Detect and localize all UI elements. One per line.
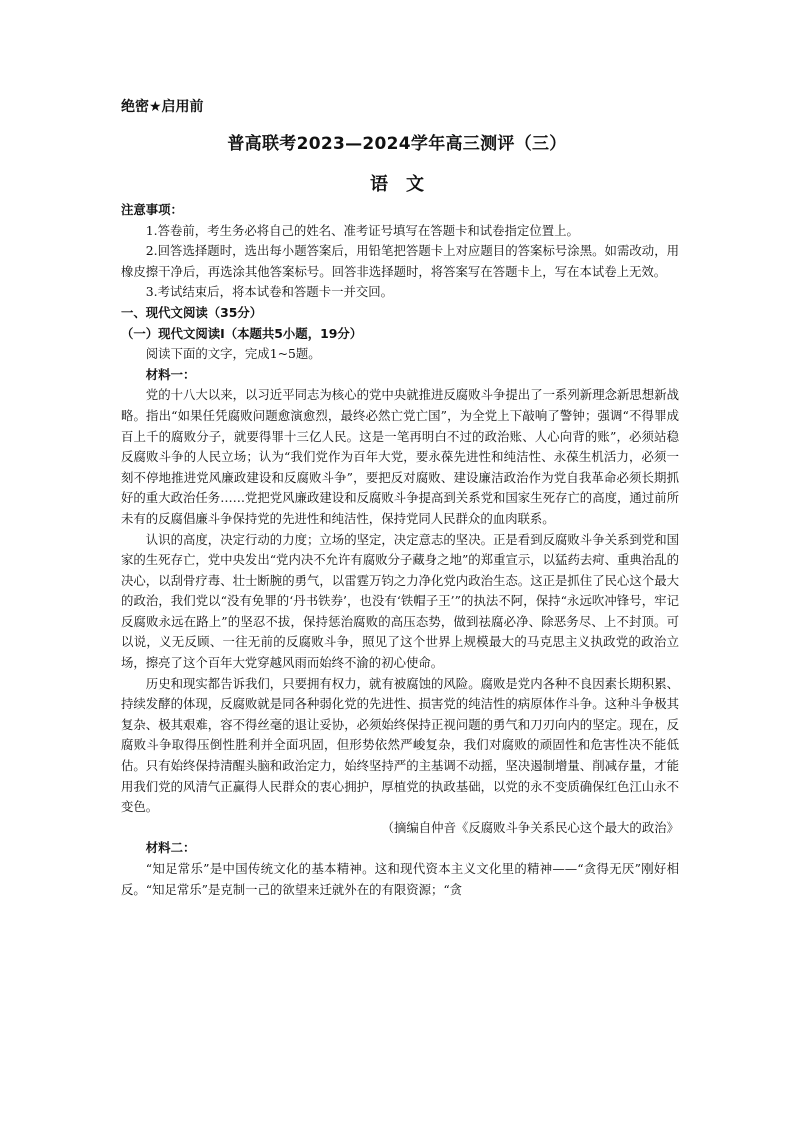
exam-content (121, 200, 679, 900)
confidential-mark: 绝密★启用前 (121, 99, 204, 115)
material-1-paragraph: 历史和现实都告诉我们，只要拥有权力，就有被腐蚀的风险。腐败是党内各种不良因素长期积累、持续发酵的体现，反腐败就是同各种弱化党的先进性、损害党的纯洁性的病原体作斗争。这种斗争极其复杂、极其艰难，容不得丝毫的退让妥协，必须始终保持正视问题的勇气和刀刃向内的坚定。现在，反腐败斗争取得压倒性胜利并全面巩固，但形势依然严峻复杂，我们对腐败的顽固性和危害性决不能低估。只有始终保持清醒头脑和政治定力，始终坚持严的主基调不动摇，坚决遏制增量、削减存量，才能用我们党的风清气正赢得人民群众的衷心拥护，厚植党的执政基础，以党的永不变质确保红色江山永不变色。 (121, 675, 679, 815)
material-1-label: 材料一： (145, 366, 196, 382)
notes-heading: 注意事项： (121, 202, 183, 217)
exam-title: 普高联考2023—2024学年高三测评（三） (227, 134, 567, 154)
note-item-1: 1.答卷前，考生务必将自己的姓名、准考证号填写在答题卡和试卷指定位置上。 (145, 222, 579, 238)
note-item-2: 2.回答选择题时，选出每小题答案后，用铅笔把答题卡上对应题目的答案标号涂黑。如需改动，用橡皮擦干净后，再选涂其他答案标号。回答非选择题时，将答案写在答题卡上，写在本试卷上无效。 (121, 243, 679, 279)
sub-section-heading: （一）现代文阅读Ⅰ（本题共5小题，19分） (121, 325, 363, 341)
reading-instruction: 阅读下面的文字，完成1~5题。 (145, 346, 321, 362)
material-1-paragraph: 党的十八大以来，以习近平同志为核心的党中央就推进反腐败斗争提出了一系列新理念新思想新战略。指出“如果任凭腐败问题愈演愈烈，最终必然亡党亡国”，为全党上下敲响了警钟；强调“不得罪成百上千的腐败分子，就要得罪十三亿人民。这是一笔再明白不过的政治账、人心向背的账”，必须站稳反腐败斗争的人民立场；认为“我们党作为百年大党，要永葆先进性和纯洁性、永葆生机活力，必须一刻不停地推进党风廉政建设和反腐败斗争”，要把反对腐败、建设廉洁政治作为党自我革命必须长期抓好的重大政治任务……党把党风廉政建设和反腐败斗争提高到关系党和国家生死存亡的高度，通过前所未有的反腐倡廉斗争保持党的先进性和纯洁性，保持党同人民群众的血肉联系。 (121, 387, 679, 526)
material-1-source: （摘编自仲音《反腐败斗争关系民心这个最大的政治》 (381, 819, 679, 835)
section-heading: 一、现代文阅读（35分） (121, 304, 263, 320)
note-item-3: 3.考试结束后，将本试卷和答题卡一并交回。 (145, 284, 394, 300)
subject-title: 语文 (370, 174, 442, 195)
material-2-label: 材料二： (145, 840, 196, 856)
material-2-paragraph: “知足常乐”是中国传统文化的基本精神。这和现代资本主义文化里的精神——“贪得无厌”刚好相反。“知足常乐”是克制一己的欲望来迁就外在的有限资源；“贪 (121, 861, 679, 897)
material-1-paragraph: 认识的高度，决定行动的力度；立场的坚定，决定意志的坚决。正是看到反腐败斗争关系到党和国家的生死存亡，党中央发出“党内决不允许有腐败分子藏身之地”的郑重宣示，以猛药去疴、重典治乱的决心，以刮骨疗毒、壮士断腕的勇气，以雷霆万钧之力净化党内政治生态。这正是抓住了民心这个最大的政治，我们党以“没有免罪的‘丹书铁券’，也没有‘铁帽子王’”的执法不阿，保持“永远吹冲锋号，牢记反腐败永远在路上”的坚忍不拔，保持惩治腐败的高压态势，做到祛腐必净、除恶务尽、上不封顶。可以说，义无反顾、一往无前的反腐败斗争，照见了这个世界上规模最大的马克思主义执政党的政治立场，擦亮了这个百年大党穿越风雨而始终不渝的初心使命。 (121, 531, 679, 671)
